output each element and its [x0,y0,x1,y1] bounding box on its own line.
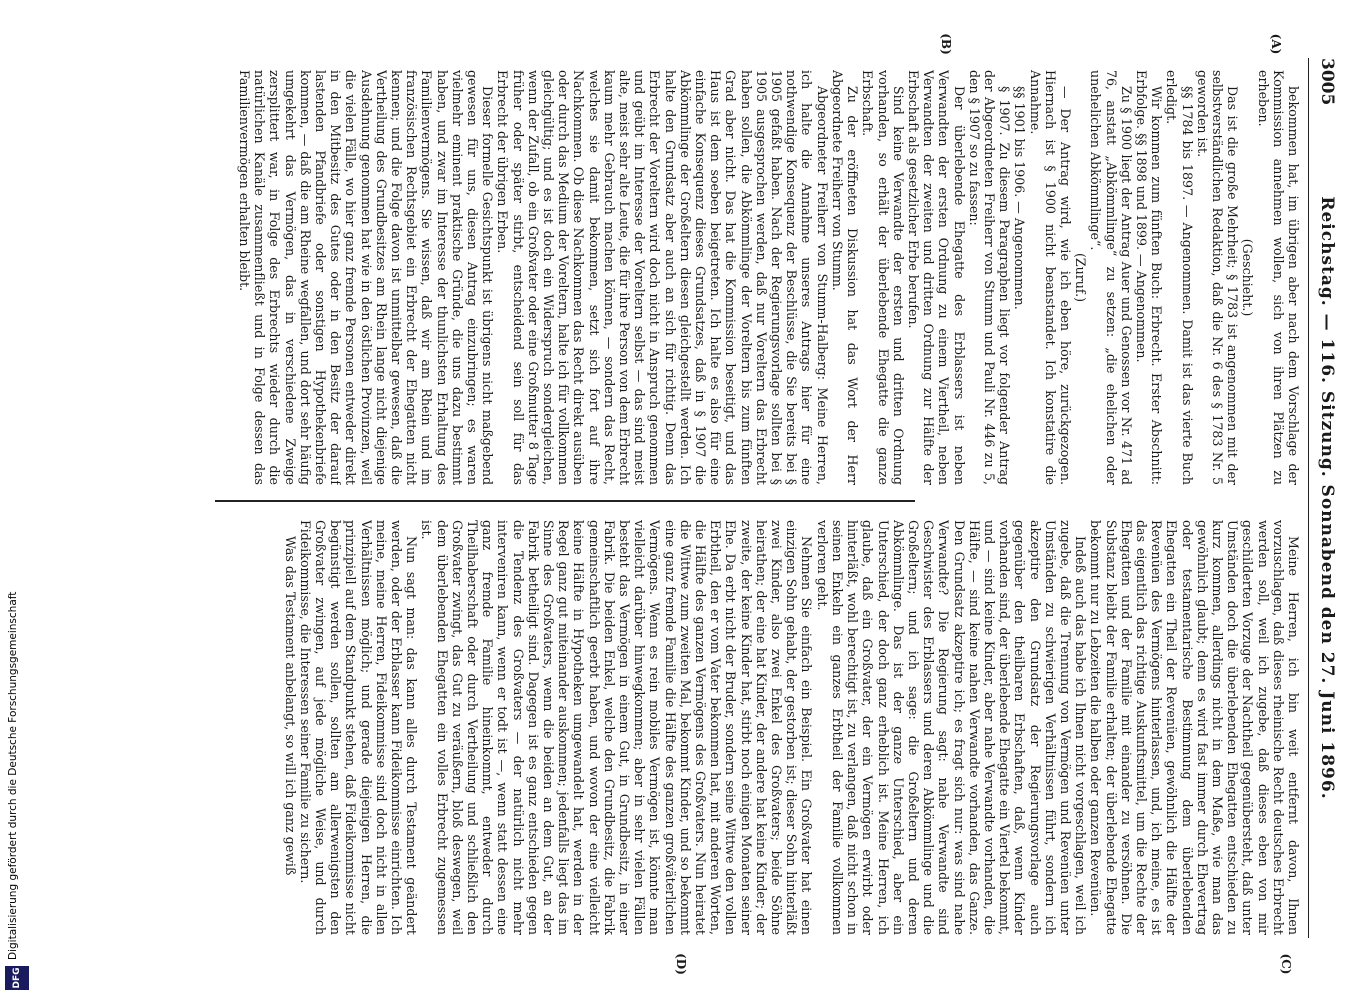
column-divider [215,500,915,502]
scanned-page [38,0,1353,1000]
paragraph: Meine Herren, ich bin weit entfernt davon, Ihnen vorzuschlagen, daß dieses rheinische Recht deutsches Erbrecht werden soll, weil ich zugebe, daß dieses eben von mir geschilderten Vorzuge der Nachtheil gegenübersteht, daß unter Umständen doch die überlebenden Ehegatten entschieden zu kurz kommen, allerdings nicht in dem Maße, wie man das gewöhnlich glaubt; denn es wird fast immer durch Ehevertrag oder testamentarische Bestimmung dem überlebenden Ehegatten ein Theil der Revenüen, gewöhnlich die Hälfte der Revenüen des Vermögens hinterlassen, und, ich meine, es ist das eigentlich das richtige Auskunftsmittel, um die Rechte der Ehegatten und der Familie mit einander zu versöhnen. Die Substanz bleibt der Familie erhalten; der überlebende Ehegatte bekommt nur zu Lebzeiten die halben oder ganzen Revenüen. [1088,520,1301,935]
header-rule [1308,58,1309,938]
paragraph: Der überlebende Ehegatte des Erblassers ist neben Verwandten der ersten Ordnung zu einem Viertheil, neben Verwandten der zweiten und dritten Ordnung zur Hälfte der Erbschaft als gesetzlicher Erbe berufen. [905,70,967,485]
page-rotated [38,0,1353,1000]
paragraph: Dieser formelle Gesichtspunkt ist übrigens nicht maßgebend gewesen für uns, diesen Antrag einzubringen; es waren vielmehr eminent praktische Gründe, die uns dazu bestimmt haben, und zwar im Interesse der thunlichsten Erhaltung des Familienvermögens. Sie wissen, daß wir am Rhein und im französischen Rechtsgebiet ein Erbrecht der Ehegatten nicht kennen; und die Folge davon ist unmittelbar gewesen, daß die Vertheilung des Grundbesitzes am Rhein lange nicht diejenige Ausdehnung genommen hat wie in den östlichen Provinzen, weil die vielen Fälle, wo hier ganz fremde Personen entweder direkt in den Mitbesitz des Gutes oder in den Besitz der darauf lastenden Pfandbriefe oder sonstigen Hypothekenbriefe kommen, — daß die am Rheine wegfallen, und dort sehr häufig umgekehrt das Vermögen, das in verschiedene Zweige zersplittert war, in Folge des Erbrechts wieder durch die natürlichen Kanäle zusammenfließt und in Folge dessen das Familienvermögen erhalten bleibt. [236,70,496,485]
credit-text: Digitalisierung gefördert durch die Deutsche Forschungsgemeinschaft [7,591,19,960]
paragraph: §§ 1784 bis 1897. — Angenommen. Damit ist das vierte Buch erledigt. [1164,70,1195,485]
paragraph: Das ist die große Mehrheit; § 1783 ist angenommen mit der selbstverständlichen Redaktion, daß die Nr. 6 des § 1783 Nr. 5 geworden ist. [1194,70,1241,485]
header-title: Reichstag. — 116. Sitzung. Sonnabend den 27. Juni 1896. [1317,196,1337,800]
left-column [81,70,1301,485]
paragraph: — Der Antrag wird, wie ich eben höre, zurückgezogen. Hiernach ist § 1900 nicht beanstandet. Ich konstatire die Annahme. [1027,70,1073,485]
margin-mark-d: (D) [674,953,688,975]
paragraph: §§ 1901 bis 1906. — Angenommen. [1012,86,1028,310]
paragraph: Nehmen Sie einfach ein Beispiel. Ein Großvater hat einen einzigen Sohn gehabt, der gestorben ist; dieser Sohn hinterläßt zwei Kinder, also zwei Enkel des Großvaters; beide Söhne heirathen; der eine hat Kinder, der andere hat keine Kinder; der zweite, der keine Kinder hat, stirbt noch einigen Monaten seiner Ehe. Da erbt nicht der Bruder, sondern seine Wittwe den vollen Erbtheil, den er vom Vater bekommen hat, mit anderen Worten, die Hälfte des ganzen Vermögens des Großvaters. Nun heiratet die Wittwe zum zweiten Mal, bekommt Kinder, und so bekommt eine ganz fremde Familie die Hälfte des ganzen großväterlichen Vermögens. Wenn es rein mobiles Vermögen ist, könnte man vielleicht darüber hinwegkommen; aber in sehr vielen Fällen besteht das Vermögen in einem Gut, in Grundbesitz, in einer Fabrik. Die beiden Enkel, welche den Grundbesitz, die Fabrik gemeinschaftlich geerbt haben, und wovon der eine vielleicht keine Hälfte in Hypotheken umgewandelt hat, werden in der Regel ganz gut miteinander auskommen; jedenfalls liegt das im Sinne des Großvaters, wenn die beiden an dem Gut, an der Fabrik betheiligt sind. Dagegen ist es ganz entschieden gegen die Tendenz des Großvaters — der natürlich nicht mehr interveniren kann, wenn er todt ist —, wenn statt dessen eine ganz fremde Familie hineinkommt, entweder durch Theilhaberschaft oder durch Vertheilung und schließlich den Großvater zwingt, das Gut zu veräußern, bloß deswegen, weil dem überlebenden Ehegatten ein volles Erbrecht zugemessen ist. [419,520,815,935]
paragraph: Abgeordneter Freiherr von Stumm-Halberg: Meine Herren, ich halte die Annahme unseres Antrags hier für eine nothwendige Konsequenz der Beschlüsse, die Sie bereits bei § 1905 gefaßt haben. Nach der Regierungsvorlage sollten bei § 1905 ausgesprochen werden, daß nur Voreltern das Erbrecht haben sollen, die Abkömmlinge der Voreltern bis zum fünften Grad aber nicht. Das hat die Kommission beseitigt, und das Haus ist dem soeben beigetreten. Ich halte es also für eine einfache Konsequenz dieses Grundsatzes, daß in § 1907 die Abkömmlinge der Großeltern diesen gleichgestellt werden. Ich halte den Grundsatz aber auch an sich für richtig. Denn das Erbrecht der Voreltern wird doch nicht in Anspruch genommen und geübt im Interesse der Voreltern selbst — das sind meist alte, meist sehr alte Leute, die für ihre Person von dem Erbrecht kaum mehr Gebrauch machen können, — sondern das Recht, welches sie damit bekommen, setzt sich fort auf ihre Nachkommen. Ob diese Nachkommen das Recht direkt ausüben oder durch das Medium der Voreltern, halte ich für vollkommen gleichgültig; und es ist doch ein Widerspruch sondergleichen, wenn der Zufall, ob ein Großvater oder eine Großmutter 8 Tage früher oder später stirbt, entscheidend sein soll für das Erbrecht der übrigen Erben. [495,70,830,485]
paragraph: Nun sagt man: das kann alles durch Testament geändert werden, oder der Erblasser kann Fideikommisse einrichten. Ich meine, meine Herren, Fideikommisse sind doch nicht in allen Verhältnissen möglich; und gerade diejenigen Herren, die prinzipiell auf dem Standpunkt stehen, daß Fideikommisse nicht begünstigt werden sollen, sollten am allerwenigsten den Großvater zwingen, auf jede mögliche Weise, und durch Fideikommisse, die Interessen seiner Familie zu sichern. [297,520,420,935]
paragraph: Zu § 1900 liegt der Antrag Auer und Genossen vor Nr. 471 ad 76, anstatt „Abkömmlinge“ zu setzen: „die ehelichen oder unehelichen Abkömmlinge“. [1088,70,1134,485]
dfg-logo: DFG [5,966,29,990]
paragraph: § 1907. Zu diesem Paragraphen liegt vor folgender Antrag der Abgeordneten Freiherr von Stumm und Pauli Nr. 446 zu 5, den § 1907 so zu fassen: [966,70,1013,485]
margin-mark-c: (C) [1279,953,1293,975]
margin-mark-b: (B) [939,33,953,55]
paragraph: Sind keine Verwandte der ersten und dritten Ordnung vorhanden, so erhält der überlebende Ehegatte die ganze Erbschaft. [860,70,906,485]
right-column [81,520,1301,935]
margin-mark-a: (A) [1269,33,1283,55]
page-number: 3005 [1317,58,1337,106]
funding-credit [0,0,34,1000]
paragraph: bekommen hat, im übrigen aber nach dem Vorschlage der Kommission annehmen wollen, sich von ihren Plätzen zu erheben. [1255,70,1301,485]
paragraph: (Geschieht.) [1240,238,1256,317]
paragraph: (Zuruf.) [1073,252,1089,303]
paragraph: Wir kommen zum fünften Buch: Erbrecht. Erster Abschnitt: Erbfolge. §§ 1898 und 1899. — Angenommen. [1133,70,1165,485]
paragraph: Zu der eröffneten Diskussion hat das Wort der Herr Abgeordnete Freiherr von Stumm. [829,70,861,485]
paragraph: Was das Testament anbelangt, so will ich ganz gewiß [282,536,298,876]
paragraph: Indeß auch das habe ich Ihnen nicht vorgeschlagen, weil ich zugebe, daß die Trennung von Vermögen und Revenüen unter Umständen zu schwierigen Verhältnissen führt, sondern ich akzeptire den Grundsatz der Regierungsvorlage auch gegenüber den theilbaren Erbschaften, daß, wenn Kinder vorhanden sind, der überlebende Ehegatte ein Viertel bekommt, und — sind keine Kinder, aber nahe Verwandte vorhanden, die Hälfte, — sind keine nahen Verwandte vorhanden, das Ganze. Den Grundsatz akzeptire ich; es fragt sich nur: was sind nahe Verwandte? Die Regierung sagt: nahe Verwandte sind Geschwister des Erblassers und deren Abkömmlinge und die Großeltern; und ich sage: die Großeltern und deren Abkömmlinge. Das ist der ganze Unterschied, aber ein Unterschied, der doch ganz erheblich ist. Meine Herren, ich glaube, daß ein Großvater, der ein Vermögen erwirbt oder hinterläßt, wohl berechtigt ist, zu verlangen, daß nicht schon in seinen Enkeln ein ganzes Erbtheil der Familie vollkommen verloren geht. [814,520,1089,935]
running-header [1311,58,1337,938]
